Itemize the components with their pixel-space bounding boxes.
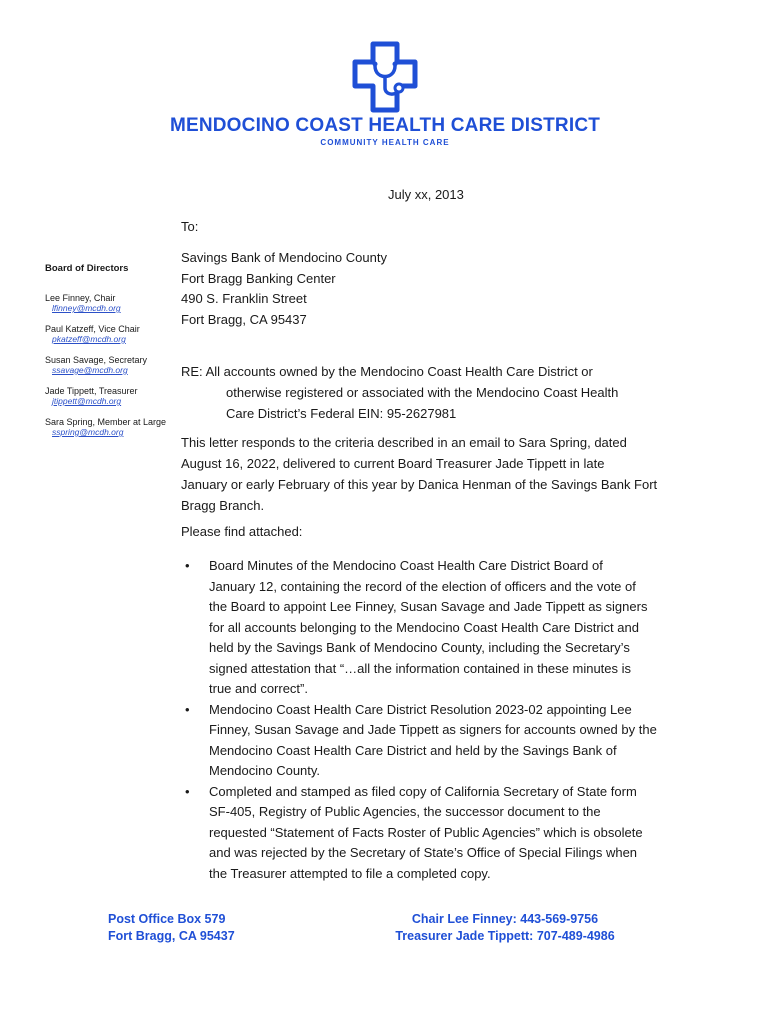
list-item-line: requested “Statement of Facts Roster of Public Agencies” which is obsolete <box>209 824 643 840</box>
footer-line: Fort Bragg, CA 95437 <box>108 929 235 943</box>
bullet-icon: • <box>185 701 190 717</box>
member-name: Paul Katzeff, Vice Chair <box>45 324 140 334</box>
member-name: Jade Tippett, Treasurer <box>45 386 138 396</box>
letter-date: July xx, 2013 <box>388 187 464 202</box>
org-subtitle: COMMUNITY HEALTH CARE <box>320 138 450 147</box>
logo <box>0 40 770 114</box>
list-item-line: for all accounts belonging to the Mendocino Coast Health Care District and <box>209 619 639 635</box>
re-line-text: RE: All accounts owned by the Mendocino Coast Health Care District or <box>181 364 593 379</box>
body-line: January or early February of this year by Danica Henman of the Savings Bank Fort <box>181 477 658 492</box>
address-line: Fort Bragg Banking Center <box>181 270 336 286</box>
list-item-line: the Treasurer attempted to file a completed copy. <box>209 865 491 881</box>
member-email-link[interactable]: sspring@mcdh.org <box>52 427 124 437</box>
footer-contacts <box>0 911 770 945</box>
board-of-directors <box>45 263 175 448</box>
list-item-line: January 12, containing the record of the election of officers and the vote of <box>209 578 636 594</box>
member-email-link[interactable]: ssavage@mcdh.org <box>52 365 128 375</box>
board-member <box>45 355 175 375</box>
address-line: 490 S. Franklin Street <box>181 291 307 306</box>
board-member <box>45 386 175 406</box>
re-line <box>181 361 651 424</box>
board-member <box>45 417 175 437</box>
member-name: Lee Finney, Chair <box>45 293 116 303</box>
list-item-line: SF-405, Registry of Public Agencies, the successor document to the <box>209 804 601 819</box>
address-line: Fort Bragg, CA 95437 <box>181 311 307 327</box>
re-line-text: Care District’s Federal EIN: 95-2627981 <box>226 406 457 421</box>
list-item <box>181 556 701 700</box>
list-item-line: Mendocino Coast Health Care District and held by the Savings Bank of <box>209 742 617 758</box>
list-item-line: Mendocino County. <box>209 763 321 778</box>
member-email-link[interactable]: jtippett@mcdh.org <box>52 396 122 406</box>
board-heading: Board of Directors <box>45 263 129 274</box>
attached-intro: Please find attached: <box>181 524 303 539</box>
list-item-line: the Board to appoint Lee Finney, Susan Savage and Jade Tippett as signers <box>209 599 648 614</box>
footer-line: Chair Lee Finney: 443-569-9756 <box>411 912 599 926</box>
recipient-address <box>181 248 387 330</box>
cross-stethoscope-icon <box>345 40 425 114</box>
bullet-icon: • <box>185 558 190 573</box>
list-item-line: Completed and stamped as filed copy of California Secretary of State form <box>209 783 637 799</box>
member-email-link[interactable]: pkatzeff@mcdh.org <box>52 334 126 344</box>
member-name: Sara Spring, Member at Large <box>45 417 167 427</box>
attachment-list <box>181 556 701 884</box>
footer-line: Treasurer Jade Tippett: 707-489-4986 <box>395 929 615 943</box>
board-member <box>45 293 175 313</box>
to-label: To: <box>181 219 199 234</box>
member-email-link[interactable]: lfinney@mcdh.org <box>52 303 121 313</box>
list-item-line: Board Minutes of the Mendocino Coast Health Care District Board of <box>209 558 603 573</box>
list-item <box>181 700 701 782</box>
re-line-text: otherwise registered or associated with the Mendocino Coast Health <box>226 385 619 400</box>
list-item <box>181 782 701 885</box>
body-line: August 16, 2022, delivered to current Board Treasurer Jade Tippett in late <box>181 456 605 471</box>
list-item-line: signed attestation that “…all the information contained in these minutes is <box>209 660 632 676</box>
address-line: Savings Bank of Mendocino County <box>181 250 387 265</box>
list-item-line: and was rejected by the Secretary of State’s Office of Special Filings when <box>209 845 638 860</box>
body-paragraph <box>181 432 681 516</box>
list-item-line: Finney, Susan Savage and Jade Tippett as signers for accounts owned by the <box>209 722 657 737</box>
body-line: This letter responds to the criteria described in an email to Sara Spring, dated <box>181 435 627 450</box>
body-line: Bragg Branch. <box>181 498 265 513</box>
org-name: MENDOCINO COAST HEALTH CARE DISTRICT <box>169 115 601 136</box>
list-item-line: Mendocino Coast Health Care District Resolution 2023-02 appointing Lee <box>209 701 632 717</box>
board-member <box>45 324 175 344</box>
member-name: Susan Savage, Secretary <box>45 355 148 365</box>
bullet-icon: • <box>185 783 190 799</box>
list-item-line: held by the Savings Bank of Mendocino County, including the Secretary’s <box>209 640 630 655</box>
footer-line: Post Office Box 579 <box>108 912 226 926</box>
list-item-line: true and correct”. <box>209 681 308 696</box>
